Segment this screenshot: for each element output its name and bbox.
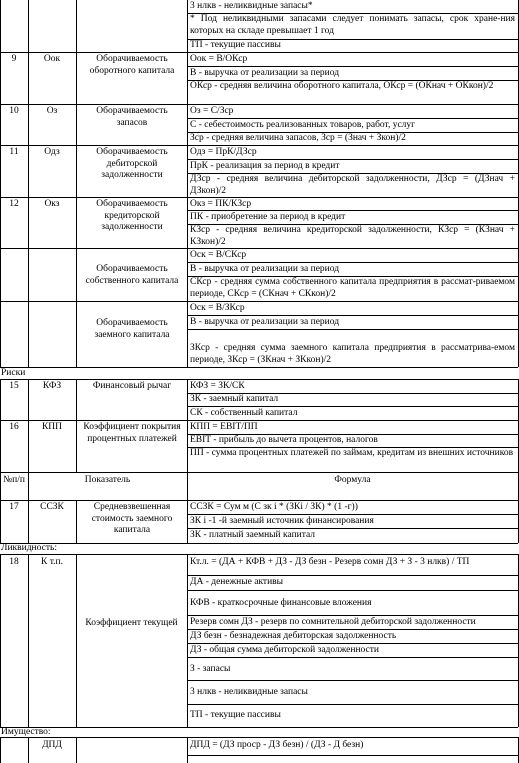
formula-line: В - выручка от реализации за период: [190, 264, 340, 274]
formula-line: ДПД = (ДЗ проср - ДЗ безн) / (ДЗ - Д безн): [190, 740, 364, 750]
formula-line: Оок = В/ОКср: [190, 54, 248, 64]
formula-line: Оск = В/ЗКср: [190, 303, 245, 313]
row-code: КФЗ: [42, 381, 62, 391]
indicator-name: Оборачиваемость собственного капитала: [85, 264, 179, 286]
formula-line: ДЗ безн - безнадежная дебиторская задолженность: [190, 631, 397, 641]
formula-line: ДА - денежные активы: [190, 577, 284, 587]
row-code: Оок: [43, 54, 61, 64]
formula-line: ЗКср - средняя сумма заемного капитала предприятия в рассматрива-емом периоде, ЗКср = (ЗКнач + ЗКкон)/2: [190, 343, 515, 365]
formula-line: З - запасы: [190, 664, 231, 674]
formula-line: В - выручка от реализации за период: [190, 68, 340, 78]
row-number: 17: [9, 502, 19, 512]
indicator-name: Коэффициент текущей: [85, 618, 178, 628]
formula-line: Окз = ПК/КЗср: [190, 199, 252, 209]
formula-line: EBIT - прибыль до вычета процентов, налогов: [190, 435, 378, 445]
formula-line: КЗср - средняя величина кредиторской задолженности, КЗср = (КЗнач + КЗкон)/2: [190, 225, 515, 247]
formula-line: 3 нлкв - неликвидные запасы: [190, 687, 308, 697]
indicator-name: Оборачиваемость кредиторской задолженности: [96, 199, 168, 232]
section-label-property: Имущество:: [1, 727, 51, 737]
row-number: 12: [9, 199, 19, 209]
row-code: Одз: [44, 147, 60, 157]
row-code: ДПД: [42, 740, 62, 750]
note-text: * Под неликвидными запасами следует понимать запасы, срок хране-ния которых на складе превышает 1 год: [190, 14, 515, 36]
indicator-name: Финансовый рычаг: [92, 381, 172, 391]
formula-line: КПП = EBIT/ПП: [190, 422, 258, 432]
formula-line: Одз = ПрК/ДЗср: [190, 147, 257, 157]
row-number: 9: [11, 54, 17, 64]
header-num: №п/п: [3, 475, 25, 485]
formula-line: СКср - средняя сумма собственного капитала предприятия в рассмат-риваемом периоде, СКср = (СКнач + СКкон)/2: [190, 277, 515, 299]
indicator-name: Средневзвешенная стоимость заемного капитала: [91, 502, 173, 535]
header-formula: Формула: [334, 475, 371, 485]
formula-line: Кт.л. = (ДА + КФВ + ДЗ - ДЗ безн - Резерв сомн ДЗ + З - 3 нлкв) / ТП: [190, 557, 470, 567]
formula-line: ПрК - реализация за период в кредит: [190, 161, 340, 171]
indicator-name: Оборачиваемость дебиторской задолженности: [96, 147, 168, 180]
row-code: КПП: [41, 422, 63, 432]
formula-line: ТП - текущие пассивы: [190, 710, 281, 720]
formula-line: ДЗср - средняя величина дебиторской задолженности, ДЗср = (ДЗнач + ДЗкон)/2: [190, 174, 515, 196]
row-code: Окз: [44, 199, 60, 209]
indicator-name: Коэффициент покрытия процентных платежей: [83, 422, 181, 444]
row-code: К т.п.: [41, 557, 63, 567]
section-label-liquidity: Ликвидность:: [1, 543, 57, 553]
row-code: ССЗК: [40, 502, 64, 512]
indicator-name: Оборачиваемость оборотного капитала: [89, 54, 175, 76]
formula-line: ПП - сумма процентных платежей по займам, кредитам из внешних источников: [190, 448, 514, 458]
row-number: 15: [9, 381, 19, 391]
formula-line: ССЗК = Сум м (С зк i * (ЗКi / ЗК) * (1 -г)): [190, 502, 358, 512]
formula-line: Оз = С/Зср: [190, 106, 234, 116]
row-number: 10: [9, 106, 19, 116]
indicator-name: Оборачиваемость заемного капитала: [94, 318, 170, 340]
formula-line: ЗК - заемный капитал: [190, 394, 279, 404]
formula-line: В - выручка от реализации за период: [190, 317, 340, 327]
formula-line: Резерв сомн ДЗ - резерв по сомнительной дебиторской задолженности: [190, 617, 476, 627]
header-indicator: Показатель: [84, 475, 131, 485]
row-number: 18: [9, 557, 19, 567]
formula-line: 3 нлкв - неликвидные запасы*: [190, 1, 313, 11]
formula-line: ДЗ - общая сумма дебиторской задолженности: [190, 645, 379, 655]
formula-line: С - себестоимость реализованных товаров, работ, услуг: [190, 120, 416, 130]
row-code: Оз: [46, 106, 58, 116]
formula-line: СК - собственный капитал: [190, 408, 298, 418]
formula-line: ОКср - средняя величина оборотного капитала, ОКср = (ОКнач + ОКкон)/2: [190, 81, 494, 91]
section-label-risks: Риски: [1, 368, 26, 378]
formula-line: КФЗ = ЗК/СК: [190, 381, 245, 391]
formula-line: Оск = В/СКср: [190, 250, 247, 260]
formula-line: ЗК - платный заемный капитал: [190, 530, 316, 540]
formula-line: ТП - текущие пассивы: [190, 40, 281, 50]
formula-line: ПК - приобретение за период в кредит: [190, 212, 346, 222]
indicator-name: Оборачиваемость запасов: [96, 106, 168, 128]
row-number: 16: [9, 422, 19, 432]
row-number: 11: [9, 147, 19, 157]
formula-line: ЗК i -1 -й заемный источник финансирования: [190, 516, 374, 526]
formula-line: КФВ - краткосрочные финансовые вложения: [190, 598, 372, 608]
formula-line: Зср - средняя величина запасов, Зср = (Знач + Зкон)/2: [190, 133, 406, 143]
